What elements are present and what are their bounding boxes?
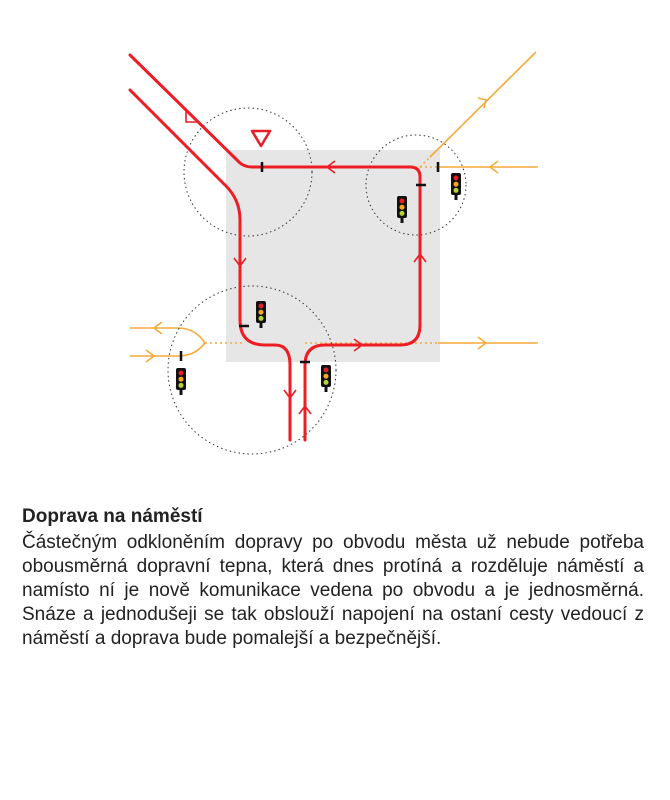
traffic-light-icon bbox=[451, 173, 461, 200]
caption-text: Částečným odkloněním dopravy po obvodu města už nebude potřeba obousměrná dopravní tepna, která dnes protíná a rozděluje náměstí a namísto ní je nově komunikace vedena po obvodu a je jednosměrná. Snáze a jednodušeji se tak obslouží napojení na ostaní cesty vedoucí z náměstí a doprava bude pomalejší a bezpečnější. bbox=[22, 532, 644, 649]
square-area bbox=[226, 150, 440, 362]
secondary-road-west-lower bbox=[130, 343, 205, 356]
yield-sign-icon bbox=[252, 131, 270, 146]
caption bbox=[22, 505, 644, 651]
secondary-road-ne bbox=[430, 52, 536, 157]
secondary-road-west-upper bbox=[130, 328, 205, 343]
traffic-light-icon bbox=[176, 368, 186, 395]
caption-title: Doprava na náměstí bbox=[22, 506, 203, 527]
traffic-light-icon bbox=[321, 365, 331, 392]
